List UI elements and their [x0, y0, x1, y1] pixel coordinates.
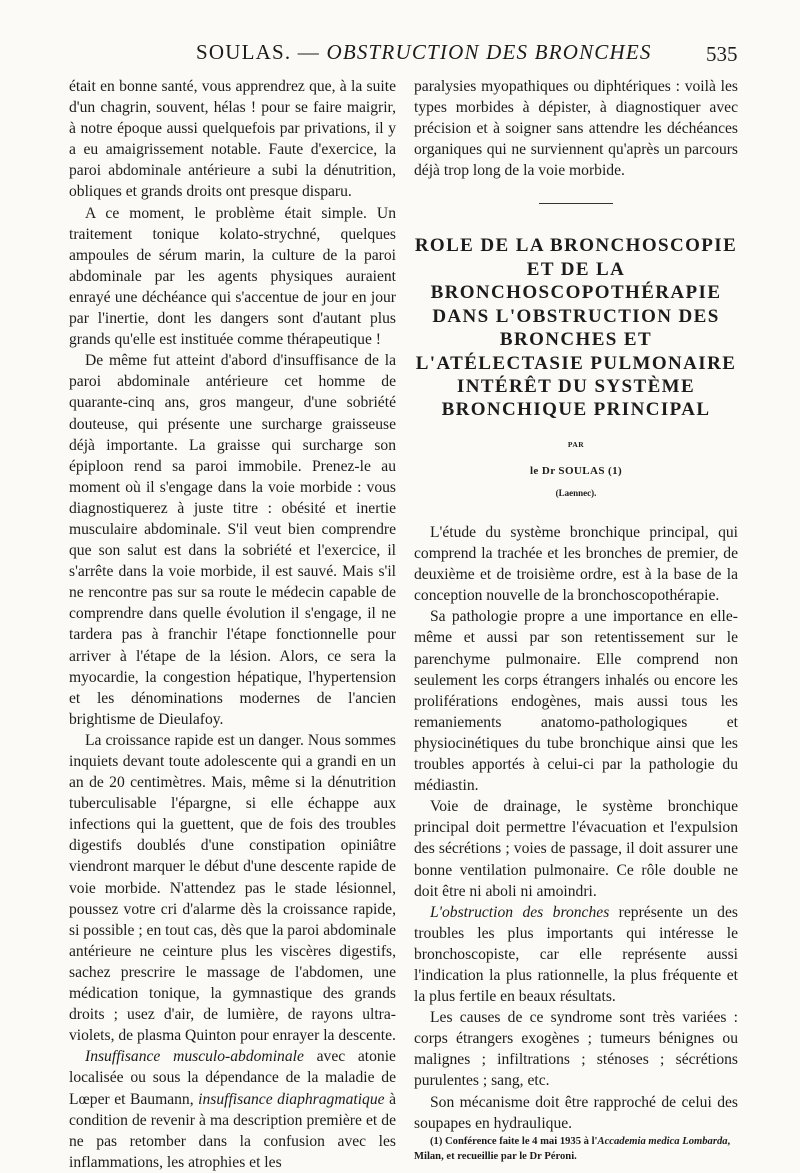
header-section: OBSTRUCTION DES BRONCHES [326, 40, 652, 64]
right-paragraph-5 [414, 902, 738, 1007]
right-paragraph-3: Sa pathologie propre a une importance en elle-même et aussi par son retentissement sur le parenchyme pulmonaire. Elle comprend non seulement les corps étrangers inhalés ou encore les proliférations endogènes, mais aussi tous les remaniements anatomo-pathologiques et physiocinétiques du tube bronchique ainsi que les troubles apportés à celui-ci par la pathologie du médiastin. [414, 608, 738, 795]
right-paragraph-4: Voie de drainage, le système bronchique principal doit permettre l'évacuation et l'expulsion des sécrétions ; voies de passage, il doit assurer une bonne ventilation pulmonaire. Ce rôle double ne doit être ni aboli ni amoindri. [414, 798, 738, 900]
right-p5-italic: L'obstruction des bronches [430, 903, 610, 921]
running-title [196, 40, 652, 65]
right-paragraph-6: Les causes de ce syndrome sont très variées : corps étrangers exogènes ; tumeurs bénignes ou malignes ; infiltrations ; sténoses ; sécrétions purulentes ; sang, etc. [414, 1009, 738, 1090]
author-affiliation: (Laennec). [555, 487, 597, 498]
left-paragraph-2: A ce moment, le problème était simple. Un traitement tonique kolato-strychné, quelques ampoules de sérum marin, la culture de la paroi abdominale par les agents physiques auraient enrayé une déchéance qui s'accentue de jour en jour par l'inertie, dont les dangers sont d'autant plus grands qu'elle est instituée comme thérapeutique ! [69, 204, 396, 349]
right-paragraph-1: paralysies myopathiques ou diphtériques : voilà les types morbides à dépister, à diagnostiquer avec précision et à soigner sans attendre les déchéances organiques qui ne surviennent qu'après un parcours déjà trop long de la voie morbide. [414, 78, 738, 180]
running-header [0, 38, 800, 74]
footnote-text-1: (1) Conférence faite le 4 mai 1935 à l' [430, 1135, 598, 1147]
left-p5-text-1: avec atonie localisée ou sous la dépendance de la maladie de Lœper et Baumann, [69, 1048, 396, 1108]
section-divider [539, 203, 613, 204]
right-p5-text: représente un des troubles les plus importants qui intéresse le bronchoscopiste, car elle représente aussi l'indication la plus rationnelle, la plus fréquente et la plus fertile en beaux résultats. [414, 903, 738, 1006]
page-number: 535 [706, 42, 738, 66]
left-paragraph-4: La croissance rapide est un danger. Nous sommes inquiets devant toute adolescente qui a grandi en un an de 20 centimètres. Mais, même si la dénutrition tuberculisable l'épargne, si elle échappe aux infections qui la guettent, que de fois des troubles digestifs doublés d'une constipation opiniâtre viendront marquer le début d'une descente rapide de voie morbide. N'attendez pas le stade lésionnel, poussez votre cri d'alarme dès la croissance rapide, si possible ; en tout cas, dès que la paroi abdominale antérieure ne ceinture plus les viscères digestifs, sachez prescrire le massage de l'abdomen, une médication tonique, la gymnastique des grands droits ; usez d'air, de lumière, de rayons ultra-violets, de plasma Quinton pour enrayer la descente. [69, 731, 396, 1045]
left-p5-text-2: à condition de revenir à ma description première et de ne pas retomber dans la confusion avec les inflammations, les atrophies et les [69, 1090, 396, 1171]
right-column [414, 76, 738, 1164]
article-author: le Dr SOULAS (1) [529, 464, 623, 477]
article-title: ROLE DE LA BRONCHOSCOPIE ET DE LA BRONCHOSCOPOTHÉRAPIE DANS L'OBSTRUCTION DES BRONCHES ET L'ATÉLECTASIE PULMONAIRE INTÉRÊT DU SYSTÈME BRONCHIQUE PRINCIPAL [414, 235, 738, 421]
header-separator: — [291, 40, 327, 64]
left-p5-italic-2: insuffisance diaphragmatique [198, 1090, 385, 1108]
byline-par: PAR [567, 439, 585, 449]
footnote-text-2: , Milan, et recueillie par le Dr Péroni. [414, 1135, 731, 1162]
right-paragraph-2: L'étude du système bronchique principal, qui comprend la trachée et les bronches de premier, de deuxième et de troisième ordre, est à la base de la conception nouvelle de la bronchoscopothérapie. [414, 524, 738, 605]
left-paragraph-5 [69, 1046, 396, 1173]
left-column [69, 76, 396, 1173]
header-author: SOULAS. [196, 40, 292, 64]
left-paragraph-1: était en bonne santé, vous apprendrez que, à la suite d'un chagrin, souvent, hélas ! pour se faire maigrir, à notre époque aussi quelquefois par privations, il y a eu amaigrissement notable. Faute d'exercice, la paroi abdominale antérieure a subi la dénutrition, obliques et grands droits ont presque disparu. [69, 78, 396, 201]
left-p5-italic-1: Insuffisance musculo-abdominale [85, 1048, 304, 1066]
right-paragraph-7: Son mécanisme doit être rapproché de celui des soupapes en hydraulique. [414, 1093, 738, 1132]
footnote [414, 1134, 738, 1164]
left-paragraph-3: De même fut atteint d'abord d'insuffisance de la paroi abdominale antérieure cet homme de quarante-cinq ans, gros mangeur, d'une sobriété douteuse, qui présente une surcharge graisseuse déjà importante. La graisse qui surcharge son épiploon rend sa paroi immobile. Prenez-le au moment où il s'engage dans la voie morbide : vous diagnostiquerez à juste titre : obésité et inertie musculaire abdominale. S'il veut bien comprendre que son salut est dans la sobriété et l'exercice, il s'arrête dans la voie morbide, il est sauvé. Mais s'il ne rencontre pas sur sa route le médecin capable de comprendre dans quelle évolution il s'engage, il ne tardera pas à franchir l'étape fonctionnelle pour arriver à l'étape de la lésion. Alors, ce sera la myocardie, la congestion hépatique, l'hypertension et les dénominations modernes de l'ancien brightisme de Dieulafoy. [69, 352, 396, 728]
footnote-italic: Accademia medica Lombarda [597, 1135, 728, 1147]
